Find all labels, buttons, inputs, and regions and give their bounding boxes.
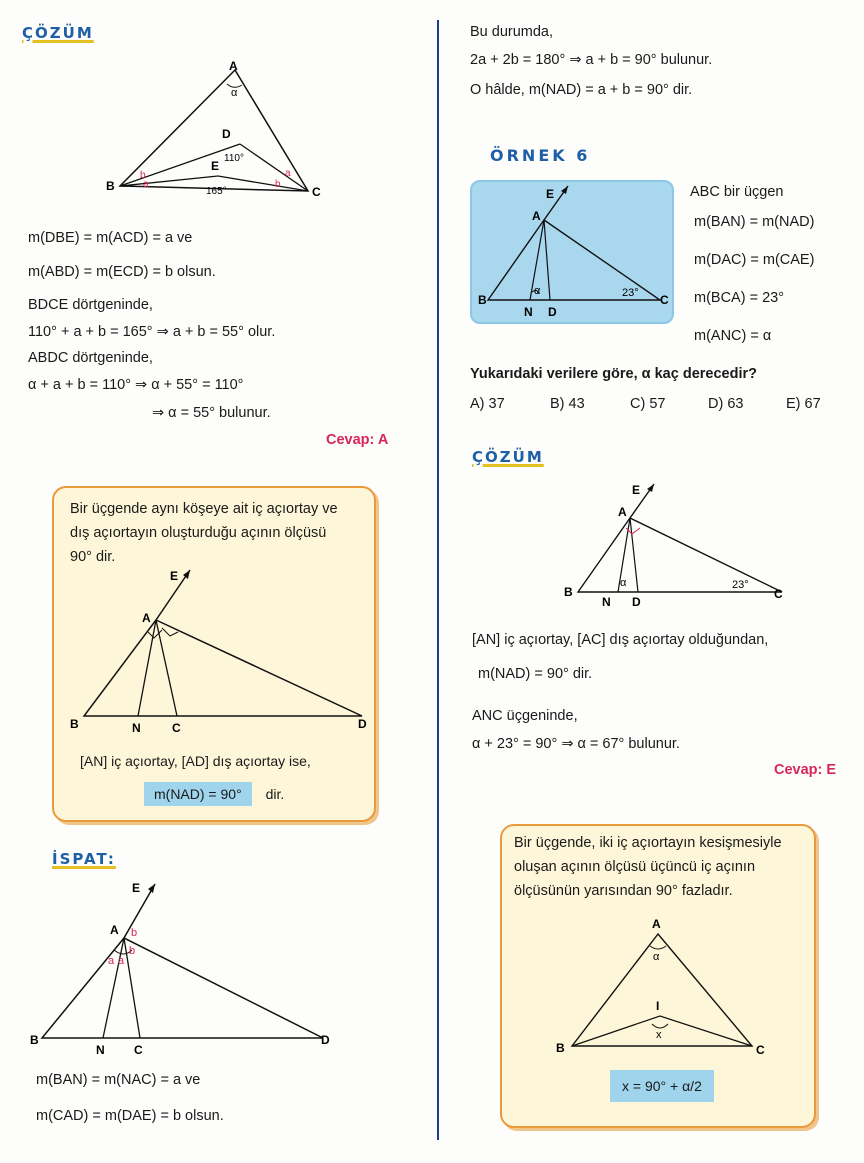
box-right-formula: x = 90° + α/2 (610, 1070, 714, 1102)
box-right-label-x: x (656, 1029, 662, 1041)
example-label-D: D (548, 305, 557, 319)
box-left-label-N: N (132, 721, 141, 735)
box-left-label-B: B (70, 717, 79, 731)
box-right-label-B: B (556, 1041, 565, 1055)
left-line-3: BDCE dörtgeninde, (28, 297, 153, 313)
example-figure-panel (470, 180, 674, 324)
left-line-7: ⇒ α = 55° bulunur. (152, 405, 271, 421)
option-e[interactable]: E) 67 (786, 396, 821, 412)
box-left-formula-suffix: dir. (265, 786, 285, 802)
theorem-box-right (500, 824, 816, 1128)
solution-label-E: E (632, 483, 641, 497)
box-left-figure (62, 566, 372, 736)
ispat-label-b2: b (129, 945, 136, 957)
solution-line-2: m(NAD) = 90° dir. (478, 666, 593, 682)
box-left-label-E: E (170, 569, 179, 583)
ispat-label-D: D (321, 1033, 330, 1047)
ispat-line-2: m(CAD) = m(DAE) = b olsun. (36, 1108, 224, 1124)
given-4: m(BCA) = 23° (694, 290, 785, 306)
box-right-text-1: Bir üçgende, iki iç açıortayın kesişmesiyle (514, 835, 782, 851)
given-1: ABC bir üçgen (690, 184, 784, 200)
box-left-text-1: Bir üçgende aynı köşeye ait iç açıortay ve (70, 501, 338, 517)
box-left-label-C: C (172, 721, 181, 735)
fig1-label-a-left: a (143, 179, 149, 190)
solution-line-3: ANC üçgeninde, (472, 708, 578, 724)
box-right-figure (552, 912, 772, 1060)
example-figure (472, 182, 672, 322)
box-right-label-C: C (756, 1043, 765, 1057)
right-cozum-heading-text: ÇÖZÜM (472, 448, 544, 466)
example-label-C: C (660, 293, 669, 307)
solution-label-N: N (602, 595, 611, 609)
box-right-label-alpha: α (653, 951, 660, 963)
example-label-A: A (532, 209, 541, 223)
box-left-label-D: D (358, 717, 367, 731)
fig1-label-A: A (229, 59, 238, 73)
right-top-line-2: 2a + 2b = 180° ⇒ a + b = 90° bulunur. (470, 52, 713, 68)
given-2: m(BAN) = m(NAD) (694, 214, 815, 230)
solution-label-B: B (564, 585, 573, 599)
solution-label-D: D (632, 595, 641, 609)
box-left-formula-row (144, 782, 284, 806)
figure-quadrilateral-triangle (100, 58, 340, 208)
box-left-caption: [AN] iç açıortay, [AD] dış açıortay ise, (80, 753, 311, 769)
fig1-label-B: B (106, 179, 115, 193)
box-right-label-A: A (652, 917, 661, 931)
option-d[interactable]: D) 63 (708, 396, 744, 412)
ispat-figure (28, 878, 348, 1058)
example-question: Yukarıdaki verilere göre, α kaç derecedir? (470, 366, 757, 382)
ispat-label-N: N (96, 1043, 105, 1057)
box-right-label-I: I (656, 999, 660, 1013)
right-top-line-1: Bu durumda, (470, 24, 554, 40)
theorem-box-left (52, 486, 376, 822)
right-cozum-heading (472, 448, 544, 466)
box-left-formula: m(NAD) = 90° (144, 782, 252, 806)
left-answer: Cevap: A (326, 432, 389, 448)
box-right-formula-row (610, 1070, 714, 1102)
example-label-E: E (546, 187, 555, 201)
box-left-label-A: A (142, 611, 151, 625)
ispat-label-b1: b (131, 927, 138, 939)
box-left-text-3: 90° dir. (70, 549, 116, 565)
fig1-label-a-right: a (285, 168, 291, 179)
box-right-text-3: ölçüsünün yarısından 90° fazladır. (514, 883, 733, 899)
solution-label-alpha: α (620, 577, 627, 589)
example-label-B: B (478, 293, 487, 307)
example-label-N: N (524, 305, 533, 319)
solution-label-A: A (618, 505, 627, 519)
left-line-5: ABDC dörtgeninde, (28, 350, 153, 366)
ispat-label-E: E (132, 881, 141, 895)
fig1-label-110: 110° (224, 153, 244, 164)
fig1-label-b-right: b (275, 179, 281, 190)
solution-figure (560, 478, 790, 613)
solution-label-23: 23° (732, 579, 749, 591)
cozum-heading-text: ÇÖZÜM (22, 24, 94, 42)
right-answer: Cevap: E (774, 762, 837, 778)
option-b[interactable]: B) 43 (550, 396, 585, 412)
option-c[interactable]: C) 57 (630, 396, 666, 412)
ispat-label-B: B (30, 1033, 39, 1047)
left-cozum-heading (22, 24, 94, 42)
given-5: m(ANC) = α (694, 328, 772, 344)
fig1-label-alpha: α (231, 87, 238, 99)
ispat-label-A: A (110, 923, 119, 937)
ispat-heading-text: İSPAT: (52, 850, 116, 868)
ispat-line-1: m(BAN) = m(NAC) = a ve (36, 1072, 201, 1088)
ispat-label-C: C (134, 1043, 143, 1057)
solution-line-4: α + 23° = 90° ⇒ α = 67° bulunur. (472, 736, 680, 752)
example-label-alpha: α (534, 285, 541, 297)
left-line-4: 110° + a + b = 165° ⇒ a + b = 55° olur. (28, 324, 276, 340)
left-line-2: m(ABD) = m(ECD) = b olsun. (28, 264, 216, 280)
fig1-label-b-left: b (140, 170, 146, 181)
column-divider (437, 20, 439, 1140)
solution-line-1: [AN] iç açıortay, [AC] dış açıortay olduğundan, (472, 632, 769, 648)
box-right-text-2: oluşan açının ölçüsü üçüncü iç açının (514, 859, 756, 875)
solution-label-C: C (774, 587, 783, 601)
ispat-label-a1: a (108, 955, 115, 967)
given-3: m(DAC) = m(CAE) (694, 252, 815, 268)
right-top-line-3: O hâlde, m(NAD) = a + b = 90° dir. (470, 82, 693, 98)
box-left-text-2: dış açıortayın oluşturduğu açının ölçüsü (70, 525, 327, 541)
ornek-heading: ÖRNEK 6 (490, 146, 591, 165)
fig1-label-E: E (211, 159, 220, 173)
ispat-label-a2: a (118, 955, 125, 967)
example-label-23: 23° (622, 287, 639, 299)
left-line-1: m(DBE) = m(ACD) = a ve (28, 230, 193, 246)
option-a[interactable]: A) 37 (470, 396, 505, 412)
fig1-label-C: C (312, 185, 321, 199)
fig1-label-165: 165° (206, 186, 227, 197)
fig1-label-D: D (222, 127, 231, 141)
ispat-heading (52, 850, 116, 868)
left-line-6: α + a + b = 110° ⇒ α + 55° = 110° (28, 377, 244, 393)
